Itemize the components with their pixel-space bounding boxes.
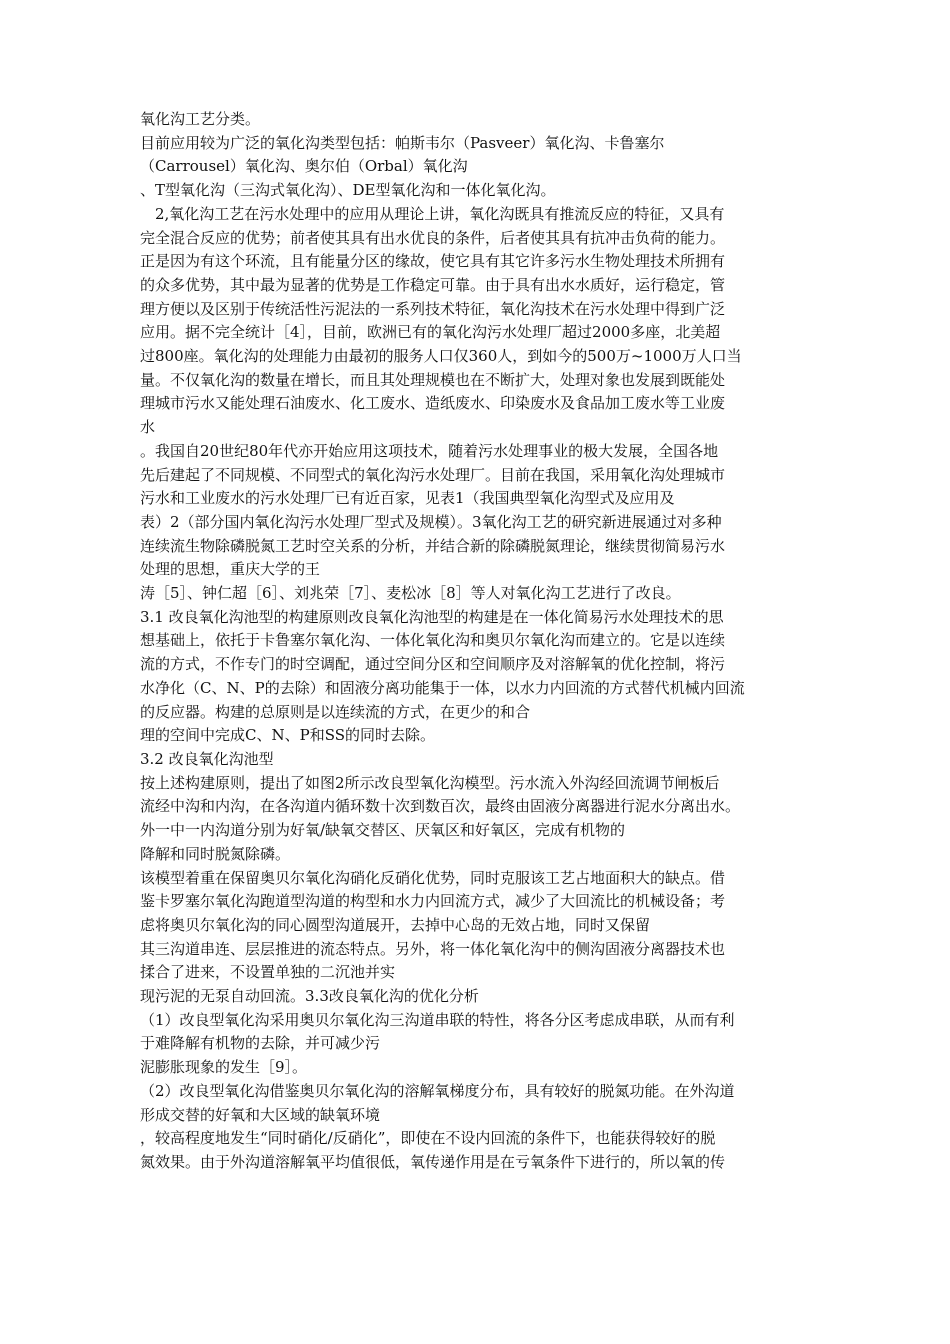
text-line: 揉合了进来，不设置单独的二沉池并实	[140, 963, 396, 982]
text-line: 2,氧化沟工艺在污水处理中的应用从理论上讲，氧化沟既具有推流反应的特征，又具有	[140, 204, 725, 223]
text-line: 目前应用较为广泛的氧化沟类型包括：帕斯韦尔（Pasveer）氧化沟、卡鲁塞尔	[140, 133, 665, 152]
text-line: 流经中沟和内沟，在各沟道内循环数十次到数百次，最终由固液分离器进行泥水分离出水。	[140, 797, 741, 816]
text-line: 降解和同时脱氮除磷。	[140, 844, 291, 863]
text-line: 的反应器。构建的总原则是以连续流的方式，在更少的和合	[140, 702, 531, 721]
text-line: 其三沟道串连、层层推进的流态特点。另外，将一体化氧化沟中的侧沟固液分离器技术也	[140, 939, 726, 958]
text-line: 污水和工业废水的污水处理厂已有近百家，见表1（我国典型氧化沟型式及应用及	[140, 489, 675, 508]
text-line: 涛［5］、钟仁超［6］、刘兆荣［7］、麦松冰［8］等人对氧化沟工艺进行了改良。	[140, 584, 681, 603]
text-line: 3.2 改良氧化沟池型	[140, 749, 274, 768]
text-line: 理方便以及区别于传统活性污泥法的一系列技术特征，氧化沟技术在污水处理中得到广泛	[140, 299, 726, 318]
text-line: 理的空间中完成C、N、P和SS的同时去除。	[140, 726, 435, 745]
text-line: 的众多优势，其中最为显著的优势是工作稳定可靠。由于具有出水水质好，运行稳定，管	[140, 275, 726, 294]
text-line: 过800座。氧化沟的处理能力由最初的服务人口仅360人，到如今的500万~1000万人口当	[140, 347, 742, 366]
text-line: 于难降解有机物的去除，并可减少污	[140, 1034, 381, 1053]
text-line: 先后建起了不同规模、不同型式的氧化沟污水处理厂。目前在我国，采用氧化沟处理城市	[140, 465, 726, 484]
text-line: 形成交替的好氧和大区域的缺氧环境	[140, 1105, 381, 1124]
text-line: 连续流生物除磷脱氮工艺时空关系的分析，并结合新的除磷脱氮理论，继续贯彻简易污水	[140, 536, 726, 555]
text-line: 量。不仅氧化沟的数量在增长，而且其处理规模也在不断扩大，处理对象也发展到既能处	[140, 370, 726, 389]
text-line: 泥膨胀现象的发生［9］。	[140, 1058, 308, 1077]
text-line: 正是因为有这个环流，且有能量分区的缘故，使它具有其它许多污水生物处理技术所拥有	[140, 252, 726, 271]
text-line: 鉴卡罗塞尔氧化沟跑道型沟道的构型和水力内回流方式，减少了大回流比的机械设备；考	[140, 892, 726, 911]
text-line: 外一中一内沟道分别为好氧/缺氧交替区、厌氧区和好氧区，完成有机物的	[140, 821, 626, 840]
text-line: 虑将奥贝尔氧化沟的同心圆型沟道展开，去掉中心岛的无效占地，同时又保留	[140, 915, 651, 934]
text-line: （1）改良型氧化沟采用奥贝尔氧化沟三沟道串联的特性，将各分区考虑成串联，从而有利	[140, 1010, 735, 1029]
text-line: 完全混合反应的优势；前者使其具有出水优良的条件，后者使其具有抗冲击负荷的能力。	[140, 228, 726, 247]
text-line: 理城市污水又能处理石油废水、化工废水、造纸废水、印染废水及食品加工废水等工业废	[140, 394, 726, 413]
text-line: 按上述构建原则，提出了如图2所示改良型氧化沟模型。污水流入外沟经回流调节闸板后	[140, 773, 720, 792]
text-line: （2）改良型氧化沟借鉴奥贝尔氧化沟的溶解氧梯度分布，具有较好的脱氮功能。在外沟道	[140, 1081, 735, 1100]
text-line: 。我国自20世纪80年代亦开始应用这项技术，随着污水处理事业的极大发展，全国各地	[140, 441, 719, 460]
text-line: （Carrousel）氧化沟、奥尔伯（Orbal）氧化沟	[140, 157, 468, 176]
text-line: ，较高程度地发生“同时硝化/反硝化”，即使在不设内回流的条件下，也能获得较好的脱	[140, 1129, 716, 1148]
text-line: 应用。据不完全统计［4］，目前，欧洲已有的氧化沟污水处理厂超过2000多座，北美超	[140, 323, 721, 342]
text-line: 水净化（C、N、P的去除）和固液分离功能集于一体，以水力内回流的方式替代机械内回流	[140, 678, 745, 697]
text-line: 氧化沟工艺分类。	[140, 110, 261, 128]
text-line: 该模型着重在保留奥贝尔氧化沟硝化反硝化优势，同时克服该工艺占地面积大的缺点。借	[140, 868, 726, 887]
document-body	[140, 108, 815, 1175]
text-line: 氮效果。由于外沟道溶解氧平均值很低，氧传递作用是在亏氧条件下进行的，所以氧的传	[140, 1152, 726, 1171]
text-line: 3.1 改良氧化沟池型的构建原则改良氧化沟池型的构建是在一体化简易污水处理技术的思	[140, 607, 724, 626]
text-line: 流的方式，不作专门的时空调配，通过空间分区和空间顺序及对溶解氧的优化控制，将污	[140, 655, 726, 674]
text-line: 水	[140, 418, 156, 437]
text-line: 处理的思想，重庆大学的王	[140, 560, 321, 579]
text-line: 现污泥的无泵自动回流。3.3改良氧化沟的优化分析	[140, 987, 479, 1006]
text-line: 表）2（部分国内氧化沟污水处理厂型式及规模）。3氧化沟工艺的研究新进展通过对多种	[140, 512, 722, 531]
text-line: 想基础上，依托于卡鲁塞尔氧化沟、一体化氧化沟和奥贝尔氧化沟而建立的。它是以连续	[140, 631, 726, 650]
text-line: 、T型氧化沟（三沟式氧化沟）、DE型氧化沟和一体化氧化沟。	[140, 181, 556, 200]
